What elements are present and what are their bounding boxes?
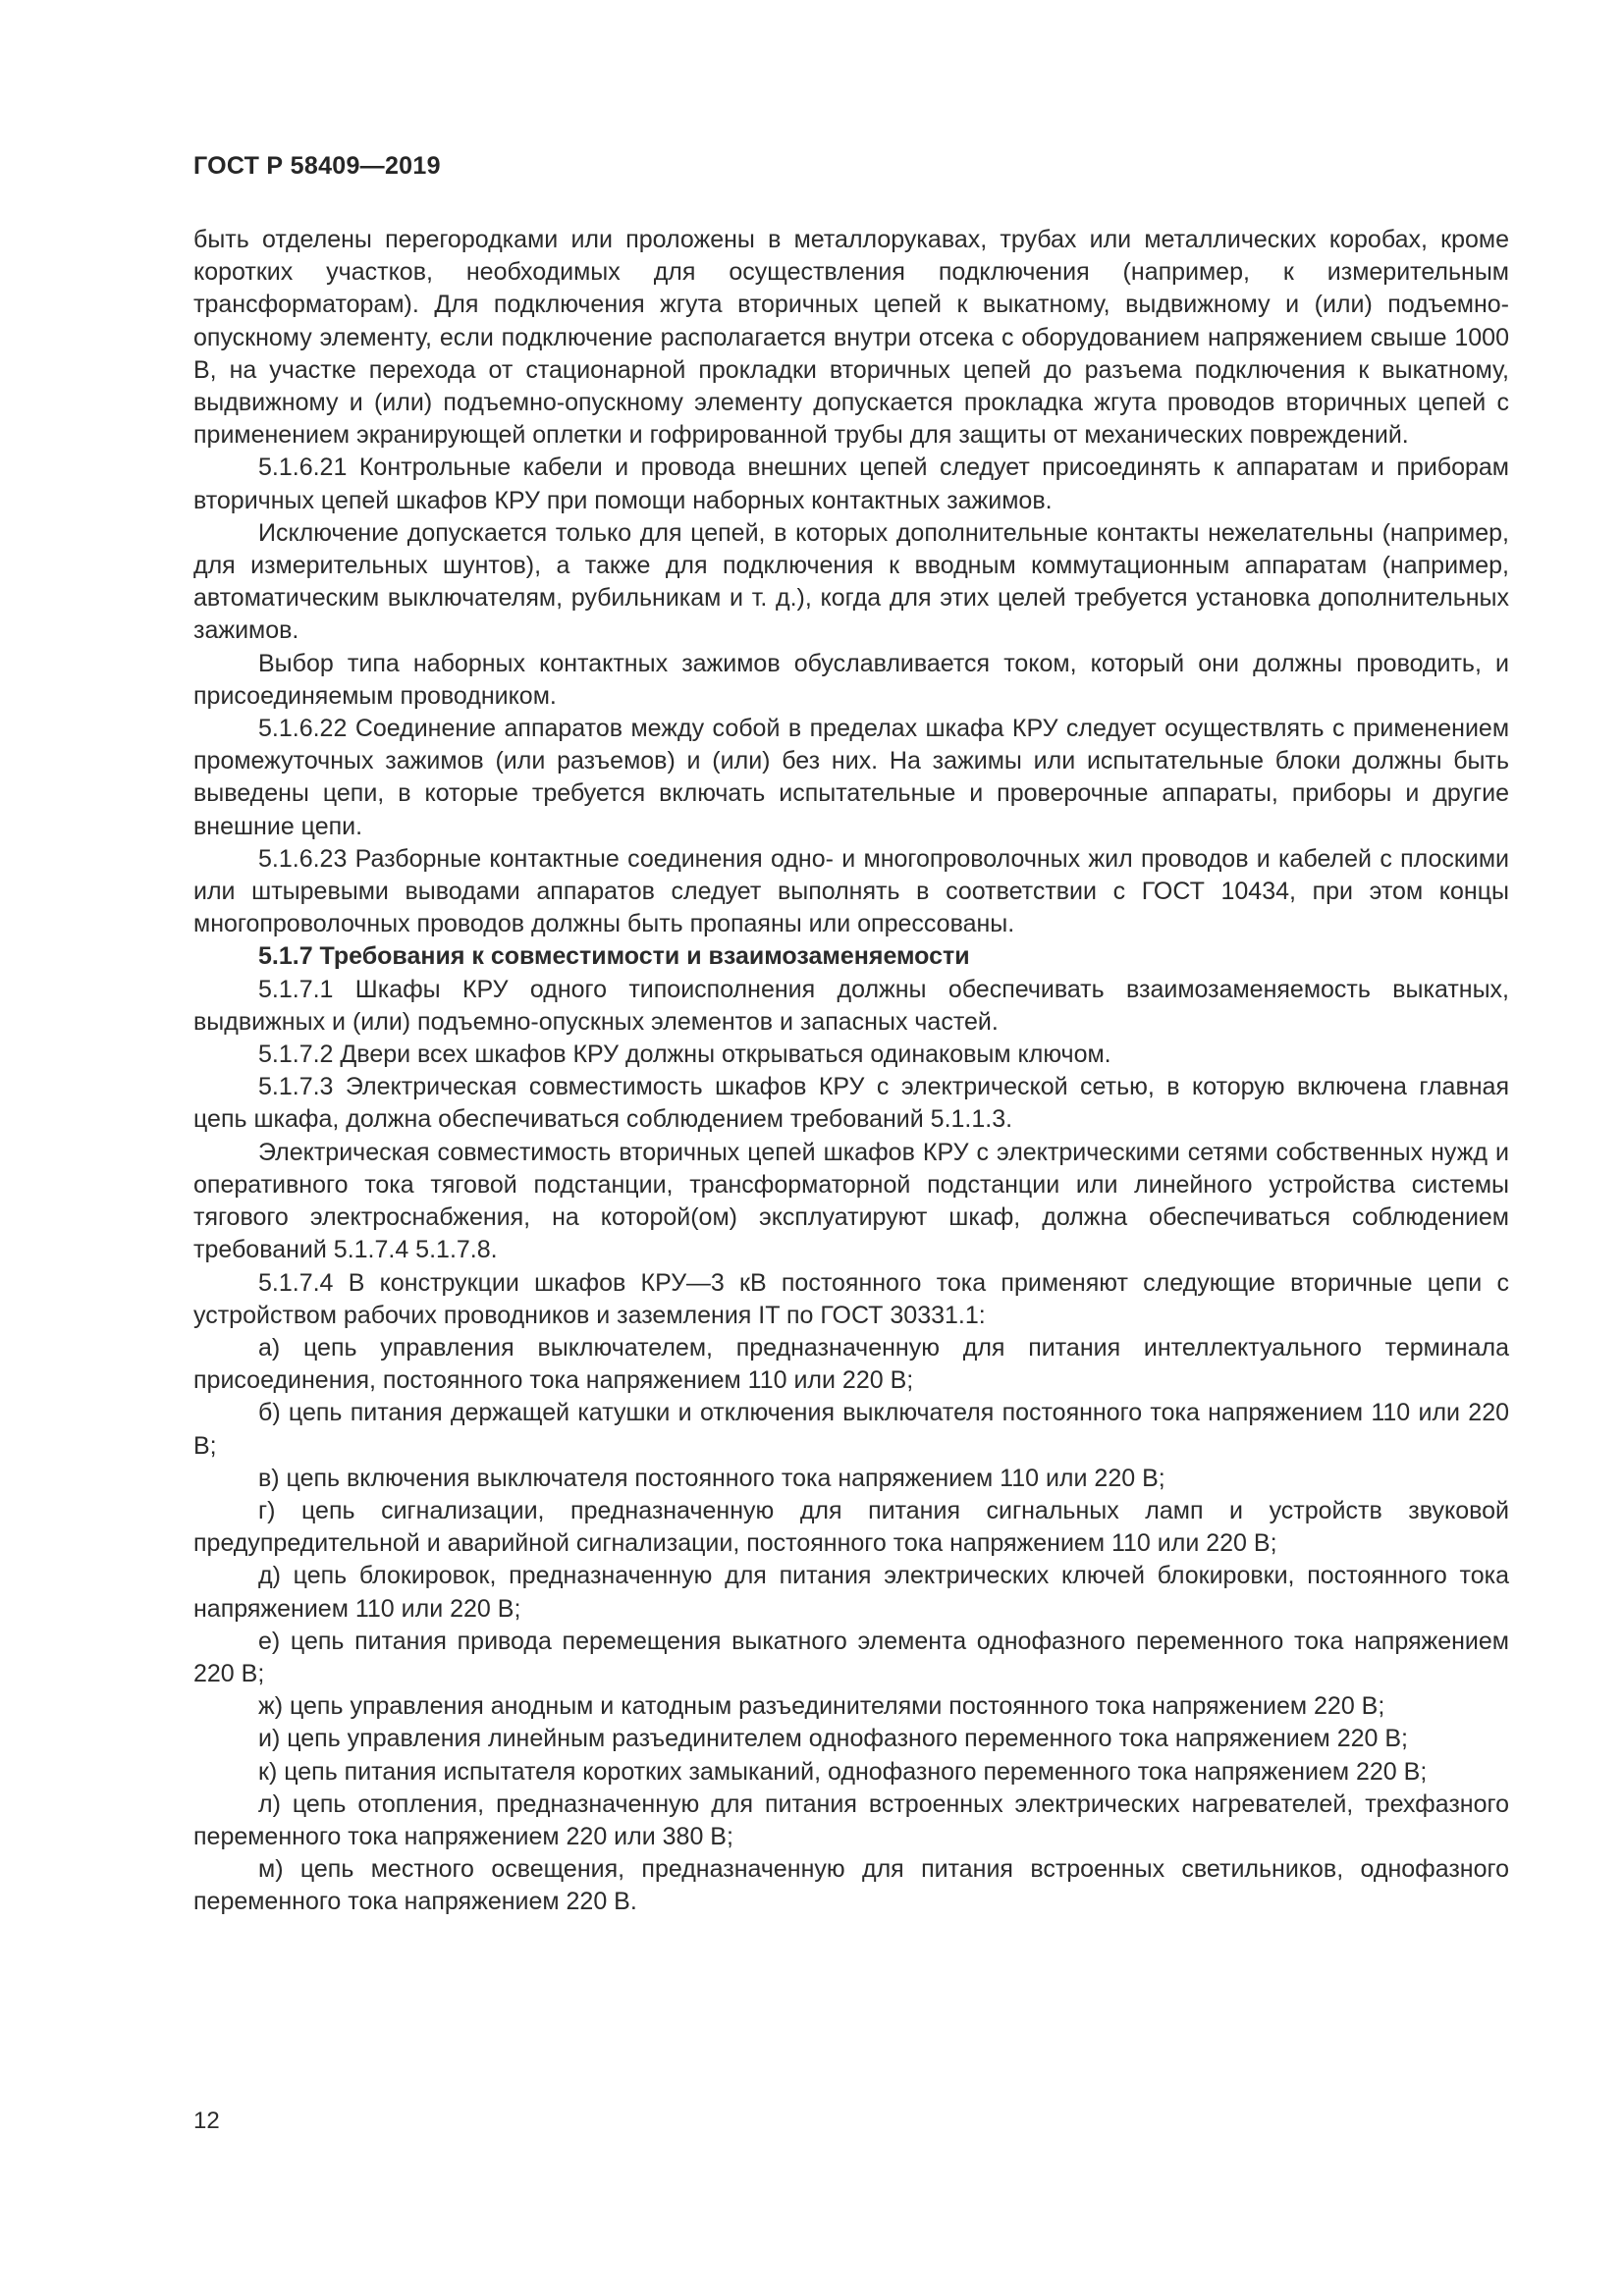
page-number: 12 bbox=[193, 2108, 220, 2134]
paragraph-5-1-7-3: 5.1.7.3 Электрическая совместимость шкафов КРУ с электрической сетью, в которую включена главная цепь шкафа, должна обеспечиваться соблюдением требований 5.1.1.3. bbox=[193, 1073, 1509, 1134]
paragraph-5-1-6-23: 5.1.6.23 Разборные контактные соединения одно- и многопроволочных жил проводов и кабелей с плоскими или штыревыми выводами аппаратов следует выполнять в соответствии с ГОСТ 10434, при этом концы многопроволочных проводов должны быть пропаяны или опрессованы. bbox=[193, 844, 1509, 938]
paragraph-5-1-7-1: 5.1.7.1 Шкафы КРУ одного типоисполнения должны обеспечивать взаимозаменяемость выкатных, выдвижных и (или) подъемно-опускных элементов и запасных частей. bbox=[193, 975, 1509, 1036]
document-body bbox=[193, 224, 1509, 1919]
paragraph-5-1-6-22: 5.1.6.22 Соединение аппаратов между собой в пределах шкафа КРУ следует осуществлять с применением промежуточных зажимов (или разъемов) и (или) без них. На зажимы или испытательные блоки должны быть выведены цепи, в которые требуется включать испытательные и проверочные аппараты, приборы и другие внешние цепи. bbox=[193, 715, 1509, 840]
paragraph-5-1-6-21: 5.1.6.21 Контрольные кабели и провода внешних цепей следует присоединять к аппаратам и приборам вторичных цепей шкафов КРУ при помощи наборных контактных зажимов. bbox=[193, 454, 1509, 514]
paragraph-5-1-7-2: 5.1.7.2 Двери всех шкафов КРУ должны открываться одинаковым ключом. bbox=[258, 1041, 1111, 1069]
list-item-k: к) цепь питания испытателя коротких замыканий, однофазного переменного тока напряжением 220 В; bbox=[258, 1757, 1428, 1786]
paragraph-terminal-choice: Выбор типа наборных контактных зажимов обуславливается током, который они должны проводить, и присоединяемым проводником. bbox=[193, 649, 1509, 710]
paragraph-secondary-compatibility: Электрическая совместимость вторичных цепей шкафов КРУ с электрическими сетями собственных нужд и оперативного тока тяговой подстанции, трансформаторной подстанции или линейного устройства системы тягового электроснабжения, на которой(ом) эксплуатируют шкаф, должна обеспечиваться соблюдением требований 5.1.7.4 5.1.7.8. bbox=[193, 1138, 1509, 1264]
paragraph-continuation: быть отделены перегородками или проложены в металлорукавах, трубах или металлических коробах, кроме коротких участков, необходимых для осуществления подключения (например, к измерительным трансформаторам). Для подключения жгута вторичных цепей к выкатному, выдвижному и (или) подъемно-опускному элементу, если подключение располагается внутри отсека с оборудованием напряжением свыше 1000 В, на участке перехода от стационарной прокладки вторичных цепей до разъема подключения к выкатному, выдвижному и (или) подъемно-опускному элементу допускается прокладка жгута проводов вторичных цепей с применением экранирующей оплетки и гофрированной трубы для защиты от механических повреждений. bbox=[193, 226, 1509, 450]
list-item-zh: ж) цепь управления анодным и катодным разъединителями постоянного тока напряжением 220 В; bbox=[258, 1692, 1385, 1721]
list-item-m: м) цепь местного освещения, предназначенную для питания встроенных светильников, однофазного переменного тока напряжением 220 В. bbox=[193, 1855, 1509, 1916]
list-item-e: е) цепь питания привода перемещения выкатного элемента однофазного переменного тока напряжением 220 В; bbox=[193, 1627, 1509, 1687]
list-item-i: и) цепь управления линейным разъединителем однофазного переменного тока напряжением 220 В; bbox=[258, 1725, 1408, 1753]
list-item-b: б) цепь питания держащей катушки и отключения выключателя постоянного тока напряжением 110 или 220 В; bbox=[193, 1399, 1509, 1460]
list-item-g: г) цепь сигнализации, предназначенную для питания сигнальных ламп и устройств звуковой предупредительной и аварийной сигнализации, постоянного тока напряжением 110 или 220 В; bbox=[193, 1496, 1509, 1558]
list-item-v: в) цепь включения выключателя постоянного тока напряжением 110 или 220 В; bbox=[258, 1464, 1165, 1492]
list-item-d: д) цепь блокировок, предназначенную для питания электрических ключей блокировки, постоянного тока напряжением 110 или 220 В; bbox=[193, 1562, 1509, 1623]
list-item-a: а) цепь управления выключателем, предназначенную для питания интеллектуального терминала присоединения, постоянного тока напряжением 110 или 220 В; bbox=[193, 1333, 1509, 1395]
section-heading-5-1-7: 5.1.7 Требования к совместимости и взаимозаменяемости bbox=[258, 942, 970, 971]
list-item-l: л) цепь отопления, предназначенную для питания встроенных электрических нагревателей, трехфазного переменного тока напряжением 220 или 380 В; bbox=[193, 1789, 1509, 1850]
paragraph-5-1-7-4: 5.1.7.4 В конструкции шкафов КРУ—3 кВ постоянного тока применяют следующие вторичные цепи с устройством рабочих проводников и заземления IT по ГОСТ 30331.1: bbox=[193, 1268, 1509, 1329]
paragraph-exception: Исключение допускается только для цепей, в которых дополнительные контакты нежелательны (например, для измерительных шунтов), а также для подключения к вводным коммутационным аппаратам (например, автоматическим выключателям, рубильникам и т. д.), когда для этих целей требуется установка дополнительных зажимов. bbox=[193, 518, 1509, 645]
document-header: ГОСТ Р 58409—2019 bbox=[193, 152, 441, 180]
